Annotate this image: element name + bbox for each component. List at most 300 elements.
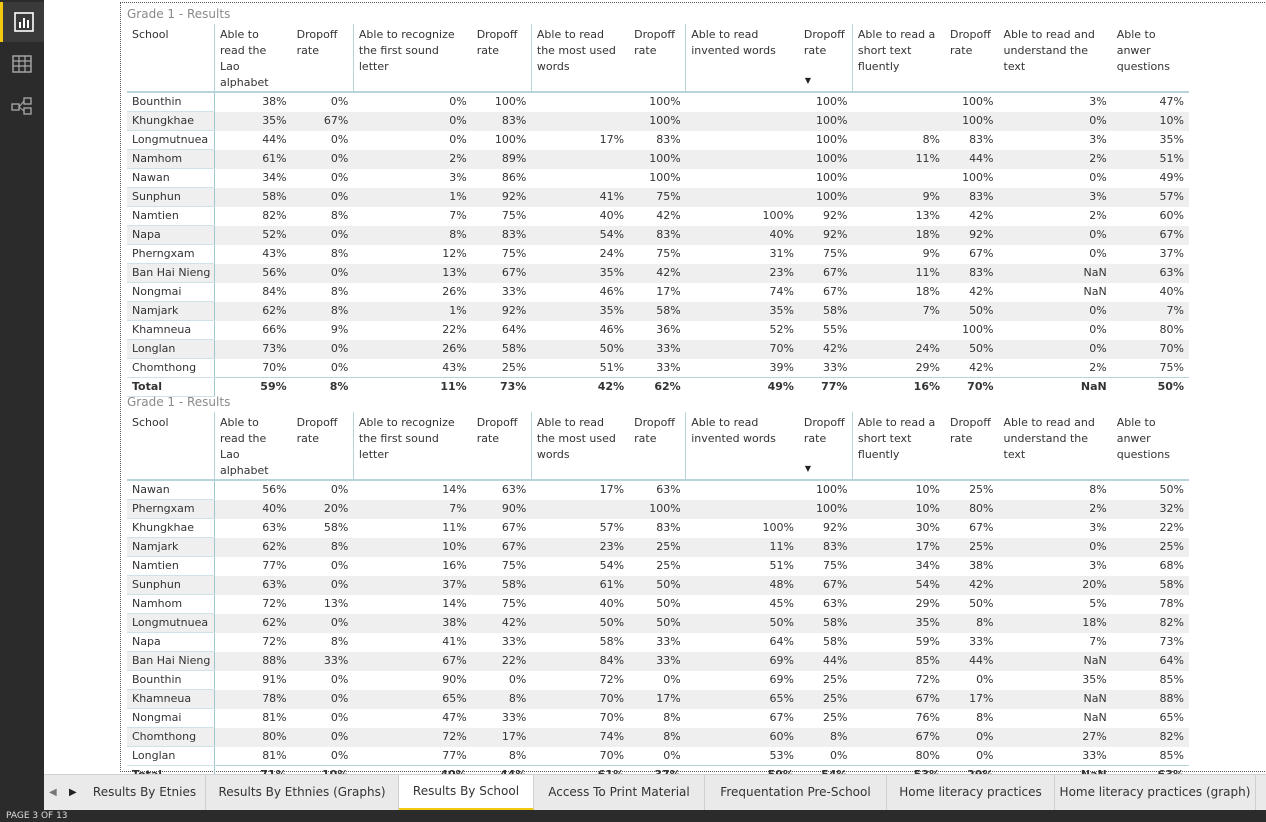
- value-cell: NaN: [999, 264, 1112, 283]
- value-cell: [686, 150, 799, 169]
- column-header-label: Able to anwer questions: [1116, 28, 1170, 73]
- value-cell: 23%: [686, 264, 799, 283]
- value-cell: 90%: [472, 500, 532, 519]
- value-cell: 8%: [330, 209, 349, 222]
- value-cell: 57%: [1112, 188, 1189, 207]
- table-row[interactable]: [127, 112, 1189, 131]
- value-cell: 7%: [1112, 302, 1189, 321]
- value-cell: 35%: [531, 302, 629, 321]
- value-cell: 100%: [962, 323, 994, 336]
- value-cell: 33%: [656, 635, 681, 648]
- value-cell: 67%: [969, 247, 994, 260]
- value-cell: 8%: [330, 285, 349, 298]
- value-cell: [852, 321, 945, 340]
- school-name-cell: Nongmai: [127, 283, 214, 302]
- value-cell: 75%: [629, 188, 686, 207]
- tab-access-to-print-material[interactable]: Access To Print Material: [534, 775, 705, 810]
- school-name-cell: Ban Hai Nieng: [127, 652, 214, 671]
- sort-descending-icon[interactable]: ▼: [804, 464, 812, 473]
- view-rail: [0, 0, 44, 810]
- value-cell: 0%: [663, 673, 681, 686]
- value-cell: 0%: [999, 112, 1112, 131]
- value-cell: 86%: [501, 171, 527, 184]
- value-cell: 35%: [531, 264, 629, 283]
- value-cell: 58%: [629, 302, 686, 321]
- column-header[interactable]: [799, 412, 853, 480]
- value-cell: NaN: [999, 378, 1112, 397]
- value-cell: 33%: [629, 652, 686, 671]
- school-name-cell: Chomthong: [127, 359, 214, 378]
- table-row[interactable]: [127, 614, 1189, 633]
- value-cell: 100%: [762, 521, 794, 534]
- value-cell: 8%: [922, 133, 941, 146]
- value-cell: 73%: [214, 340, 291, 359]
- results-table-visual[interactable]: [127, 394, 1189, 785]
- value-cell: 16%: [852, 378, 945, 397]
- value-cell: 35%: [1159, 133, 1184, 146]
- value-cell: 58%: [799, 614, 853, 633]
- table-row[interactable]: [127, 557, 1189, 576]
- value-cell: 58%: [323, 521, 349, 534]
- value-cell: 0%: [292, 264, 354, 283]
- column-header[interactable]: [945, 24, 999, 92]
- value-cell: 75%: [1159, 360, 1184, 374]
- school-name-cell: Namtien: [127, 207, 214, 226]
- value-cell: 40%: [599, 209, 625, 222]
- value-cell: 14%: [442, 483, 467, 497]
- results-table-visual[interactable]: [127, 6, 1189, 397]
- value-cell: 42%: [969, 360, 994, 374]
- value-cell: 72%: [599, 673, 625, 686]
- tab-results-by-school[interactable]: Results By School: [399, 775, 534, 811]
- value-cell: 54%: [599, 559, 625, 572]
- value-cell: 72%: [262, 635, 287, 648]
- value-cell: 49%: [686, 378, 799, 397]
- value-cell: 50%: [629, 614, 686, 633]
- value-cell: 0%: [330, 483, 349, 497]
- value-cell: 59%: [214, 378, 291, 397]
- value-cell: 35%: [1082, 673, 1107, 686]
- value-cell: 33%: [501, 285, 527, 298]
- table-title: Grade 1 - Results: [127, 7, 231, 21]
- table-row[interactable]: [127, 576, 1189, 595]
- value-cell: 25%: [945, 538, 999, 557]
- column-header-label: Dropoff rate: [476, 416, 518, 445]
- value-cell: 0%: [292, 614, 354, 633]
- column-header-label: Able to recognize the first sound letter: [358, 416, 455, 461]
- value-cell: 43%: [262, 247, 287, 260]
- column-header[interactable]: [999, 412, 1112, 480]
- school-name-cell: Napa: [127, 226, 214, 245]
- value-cell: 52%: [769, 323, 794, 336]
- table-row[interactable]: [127, 302, 1189, 321]
- prev-page-icon[interactable]: ◀: [49, 787, 57, 798]
- table-row[interactable]: [127, 92, 1189, 112]
- value-cell: 25%: [656, 559, 681, 572]
- value-cell: 67%: [292, 112, 354, 131]
- table-row[interactable]: [127, 633, 1189, 652]
- value-cell: 0%: [449, 133, 467, 146]
- school-name-cell: Nawan: [127, 169, 214, 188]
- value-cell: 63%: [822, 597, 848, 610]
- value-cell: 50%: [1159, 483, 1184, 497]
- value-cell: 100%: [649, 171, 681, 184]
- value-cell: 100%: [962, 171, 994, 184]
- value-cell: 92%: [945, 226, 999, 245]
- table-row[interactable]: [127, 728, 1189, 747]
- column-header[interactable]: [945, 412, 999, 480]
- value-cell: 92%: [472, 188, 532, 207]
- value-cell: 0%: [508, 673, 527, 686]
- value-cell: 33%: [656, 360, 681, 374]
- value-cell: 63%: [656, 483, 681, 497]
- value-cell: 41%: [531, 188, 629, 207]
- value-cell: 0%: [330, 673, 349, 686]
- column-header[interactable]: [799, 24, 853, 92]
- school-name-cell: Longmutnuea: [127, 131, 214, 150]
- value-cell: 10%: [1112, 112, 1189, 131]
- table-row[interactable]: [127, 519, 1189, 538]
- value-cell: [531, 112, 629, 131]
- column-header-label: Dropoff rate: [296, 416, 338, 445]
- value-cell: 0%: [330, 748, 349, 762]
- report-view-icon[interactable]: [0, 2, 44, 42]
- value-cell: 67%: [799, 264, 853, 283]
- value-cell: 0%: [1089, 171, 1107, 184]
- column-header[interactable]: [852, 24, 945, 92]
- school-name-cell: Pherngxam: [127, 500, 214, 519]
- value-cell: 73%: [472, 378, 532, 397]
- data-view-icon[interactable]: [0, 44, 44, 84]
- value-cell: 5%: [1089, 597, 1107, 610]
- school-name-cell: Chomthong: [127, 728, 214, 747]
- value-cell: 23%: [531, 538, 629, 557]
- column-header[interactable]: [531, 412, 629, 480]
- value-cell: 67%: [1112, 226, 1189, 245]
- tab-home-literacy-practices[interactable]: Home literacy practices: [887, 775, 1055, 810]
- value-cell: 0%: [829, 748, 848, 762]
- column-header[interactable]: [127, 412, 214, 480]
- value-cell: 26%: [353, 340, 471, 359]
- value-cell: 8%: [508, 748, 527, 762]
- value-cell: 2%: [999, 150, 1112, 169]
- value-cell: 44%: [945, 652, 999, 671]
- value-cell: 47%: [442, 711, 467, 724]
- column-header[interactable]: [127, 24, 214, 92]
- value-cell: 56%: [214, 264, 291, 283]
- value-cell: [686, 188, 799, 207]
- table-row[interactable]: [127, 321, 1189, 340]
- column-header[interactable]: [686, 412, 799, 480]
- table-row[interactable]: [127, 188, 1189, 207]
- table-row[interactable]: [127, 538, 1189, 557]
- table-row[interactable]: [127, 480, 1189, 500]
- column-header[interactable]: [999, 24, 1112, 92]
- table-row[interactable]: [127, 709, 1189, 728]
- table-row[interactable]: [127, 131, 1189, 150]
- value-cell: 51%: [599, 360, 625, 374]
- table-row[interactable]: [127, 671, 1189, 690]
- value-cell: 50%: [531, 340, 629, 359]
- value-cell: 16%: [442, 559, 467, 572]
- table-row[interactable]: [127, 207, 1189, 226]
- column-header-label: Able to read invented words: [691, 28, 776, 57]
- tab-home-literacy-practices-graph[interactable]: Home literacy practices (graph): [1055, 775, 1256, 810]
- column-header[interactable]: [686, 24, 799, 92]
- value-cell: 0%: [330, 171, 349, 184]
- column-header[interactable]: [472, 412, 532, 480]
- value-cell: 8%: [799, 728, 853, 747]
- value-cell: 0%: [999, 340, 1112, 359]
- value-cell: 42%: [969, 209, 994, 222]
- tab-results-by-ethnies-graphs[interactable]: Results By Ethnies (Graphs): [206, 775, 399, 810]
- table-row[interactable]: [127, 283, 1189, 302]
- value-cell: 0%: [663, 748, 681, 762]
- value-cell: 42%: [945, 576, 999, 595]
- value-cell: 0%: [292, 576, 354, 595]
- column-header[interactable]: [629, 24, 686, 92]
- value-cell: 60%: [1159, 209, 1184, 222]
- value-cell: 25%: [969, 483, 994, 497]
- value-cell: 68%: [1159, 559, 1184, 572]
- value-cell: 30%: [915, 521, 941, 534]
- value-cell: 3%: [1089, 559, 1107, 572]
- value-cell: 65%: [353, 690, 471, 709]
- value-cell: 8%: [292, 302, 354, 321]
- value-cell: 70%: [686, 340, 799, 359]
- value-cell: 10%: [852, 500, 945, 519]
- value-cell: 57%: [599, 521, 625, 534]
- table-row[interactable]: [127, 340, 1189, 359]
- column-header-label: Able to read invented words: [691, 416, 776, 445]
- value-cell: 0%: [999, 226, 1112, 245]
- table-row[interactable]: [127, 150, 1189, 169]
- value-cell: 64%: [1112, 652, 1189, 671]
- school-name-cell: Namjark: [127, 538, 214, 557]
- table-row[interactable]: [127, 169, 1189, 188]
- value-cell: 92%: [822, 521, 848, 534]
- column-header-label: Able to read and understand the text: [1003, 416, 1095, 461]
- value-cell: 0%: [1089, 323, 1107, 336]
- value-cell: 8%: [292, 538, 354, 557]
- column-header[interactable]: [292, 24, 354, 92]
- value-cell: 88%: [214, 652, 291, 671]
- value-cell: 50%: [945, 340, 999, 359]
- value-cell: 54%: [852, 576, 945, 595]
- value-cell: 100%: [815, 483, 848, 497]
- value-cell: 41%: [442, 635, 467, 648]
- value-cell: 65%: [1159, 711, 1184, 724]
- value-cell: [686, 480, 799, 500]
- value-cell: 53%: [769, 748, 794, 762]
- value-cell: 62%: [214, 302, 291, 321]
- column-header-label: Dropoff rate: [803, 28, 845, 57]
- next-page-icon[interactable]: ▶: [69, 787, 77, 798]
- value-cell: 56%: [262, 483, 287, 497]
- value-cell: 74%: [769, 285, 794, 298]
- value-cell: 100%: [799, 150, 853, 169]
- value-cell: 83%: [945, 264, 999, 283]
- value-cell: [852, 169, 945, 188]
- value-cell: 13%: [353, 264, 471, 283]
- value-cell: 0%: [945, 728, 999, 747]
- value-cell: 100%: [629, 150, 686, 169]
- value-cell: [686, 131, 799, 150]
- column-header[interactable]: [353, 24, 471, 92]
- value-cell: 69%: [769, 673, 794, 686]
- value-cell: 8%: [353, 226, 471, 245]
- value-cell: 7%: [1089, 635, 1107, 648]
- value-cell: 50%: [945, 302, 999, 321]
- school-name-cell: Namhom: [127, 150, 214, 169]
- value-cell: 36%: [656, 323, 681, 336]
- value-cell: 38%: [262, 95, 287, 109]
- value-cell: 70%: [945, 378, 999, 397]
- value-cell: 67%: [799, 576, 853, 595]
- value-cell: 92%: [822, 209, 848, 222]
- value-cell: 33%: [969, 635, 994, 648]
- value-cell: 46%: [599, 285, 625, 298]
- table-row[interactable]: [127, 500, 1189, 519]
- value-cell: 83%: [945, 188, 999, 207]
- value-cell: 8%: [663, 711, 681, 724]
- value-cell: 66%: [262, 323, 287, 336]
- value-cell: 11%: [852, 264, 945, 283]
- value-cell: 2%: [1089, 360, 1107, 374]
- value-cell: 34%: [262, 171, 287, 184]
- value-cell: 12%: [442, 247, 467, 260]
- value-cell: 42%: [656, 209, 681, 222]
- column-header[interactable]: [1112, 24, 1189, 92]
- value-cell: 3%: [1089, 521, 1107, 534]
- value-cell: 44%: [945, 150, 999, 169]
- column-header[interactable]: [629, 412, 686, 480]
- value-cell: 31%: [769, 247, 794, 260]
- column-header[interactable]: [1112, 412, 1189, 480]
- value-cell: 100%: [799, 500, 853, 519]
- value-cell: 58%: [214, 188, 291, 207]
- value-cell: 72%: [915, 673, 941, 686]
- value-cell: 80%: [214, 728, 291, 747]
- value-cell: 20%: [292, 500, 354, 519]
- value-cell: 88%: [1112, 690, 1189, 709]
- value-cell: 72%: [262, 597, 287, 610]
- value-cell: 0%: [330, 360, 349, 374]
- value-cell: 2%: [1089, 209, 1107, 222]
- value-cell: 8%: [629, 728, 686, 747]
- value-cell: 100%: [762, 209, 794, 222]
- value-cell: 9%: [922, 247, 941, 260]
- table-row[interactable]: [127, 264, 1189, 283]
- column-header[interactable]: [353, 412, 471, 480]
- value-cell: [531, 92, 629, 112]
- column-header-label: Dropoff rate: [634, 28, 675, 57]
- page-tab-bar: [44, 774, 1266, 811]
- value-cell: 13%: [915, 209, 941, 222]
- school-name-cell: Pherngxam: [127, 245, 214, 264]
- column-header-label: Dropoff rate: [634, 416, 675, 445]
- column-header[interactable]: [292, 412, 354, 480]
- value-cell: 0%: [976, 748, 994, 762]
- value-cell: 8%: [1089, 483, 1107, 497]
- table-row[interactable]: [127, 226, 1189, 245]
- value-cell: 75%: [501, 559, 527, 572]
- value-cell: 33%: [292, 652, 354, 671]
- value-cell: 17%: [629, 690, 686, 709]
- column-header-label: Able to read the most used words: [536, 416, 616, 461]
- school-name-cell: Sunphun: [127, 188, 214, 207]
- value-cell: 91%: [262, 673, 287, 686]
- value-cell: 3%: [999, 188, 1112, 207]
- value-cell: 0%: [330, 711, 349, 724]
- value-cell: 100%: [649, 95, 681, 109]
- value-cell: 50%: [1112, 378, 1189, 397]
- value-cell: 17%: [852, 538, 945, 557]
- table-row[interactable]: [127, 595, 1189, 614]
- value-cell: 8%: [472, 690, 532, 709]
- value-cell: 82%: [262, 209, 287, 222]
- school-name-cell: Bounthin: [127, 671, 214, 690]
- value-cell: 67%: [353, 652, 471, 671]
- value-cell: 58%: [599, 635, 625, 648]
- table-row[interactable]: [127, 359, 1189, 378]
- value-cell: 8%: [330, 635, 349, 648]
- value-cell: 46%: [599, 323, 625, 336]
- value-cell: NaN: [999, 690, 1112, 709]
- value-cell: 80%: [915, 748, 941, 762]
- value-cell: [531, 169, 629, 188]
- value-cell: 83%: [656, 133, 681, 146]
- tab-frequentation-pre-school[interactable]: Frequentation Pre-School: [705, 775, 887, 810]
- table-row[interactable]: [127, 652, 1189, 671]
- results-table: [127, 24, 1189, 397]
- table-row[interactable]: [127, 245, 1189, 264]
- value-cell: 17%: [599, 483, 625, 497]
- value-cell: 35%: [214, 112, 291, 131]
- value-cell: 75%: [501, 597, 527, 610]
- value-cell: 18%: [999, 614, 1112, 633]
- value-cell: 7%: [353, 500, 471, 519]
- value-cell: 85%: [1159, 748, 1184, 762]
- model-view-icon[interactable]: [0, 86, 44, 126]
- tab-results-by-etnies[interactable]: Results By Etnies: [84, 775, 206, 810]
- value-cell: 62%: [214, 538, 291, 557]
- column-header[interactable]: [472, 24, 532, 92]
- value-cell: [531, 500, 629, 519]
- value-cell: 40%: [1159, 285, 1184, 298]
- column-header[interactable]: [531, 24, 629, 92]
- value-cell: 42%: [799, 340, 853, 359]
- table-row[interactable]: [127, 747, 1189, 766]
- value-cell: 50%: [969, 597, 994, 610]
- value-cell: 58%: [799, 302, 853, 321]
- column-header[interactable]: [852, 412, 945, 480]
- value-cell: 83%: [472, 226, 532, 245]
- value-cell: 17%: [472, 728, 532, 747]
- column-header-label: Able to recognize the first sound letter: [358, 28, 455, 73]
- column-header[interactable]: [214, 412, 291, 480]
- value-cell: 83%: [799, 538, 853, 557]
- table-row[interactable]: [127, 690, 1189, 709]
- value-cell: 76%: [915, 711, 941, 724]
- value-cell: 67%: [501, 521, 527, 534]
- value-cell: 42%: [969, 285, 994, 298]
- column-header[interactable]: [214, 24, 291, 92]
- column-header-label: Dropoff rate: [950, 416, 991, 445]
- sort-descending-icon[interactable]: ▼: [804, 76, 812, 85]
- value-cell: 64%: [501, 323, 527, 336]
- value-cell: 1%: [353, 302, 471, 321]
